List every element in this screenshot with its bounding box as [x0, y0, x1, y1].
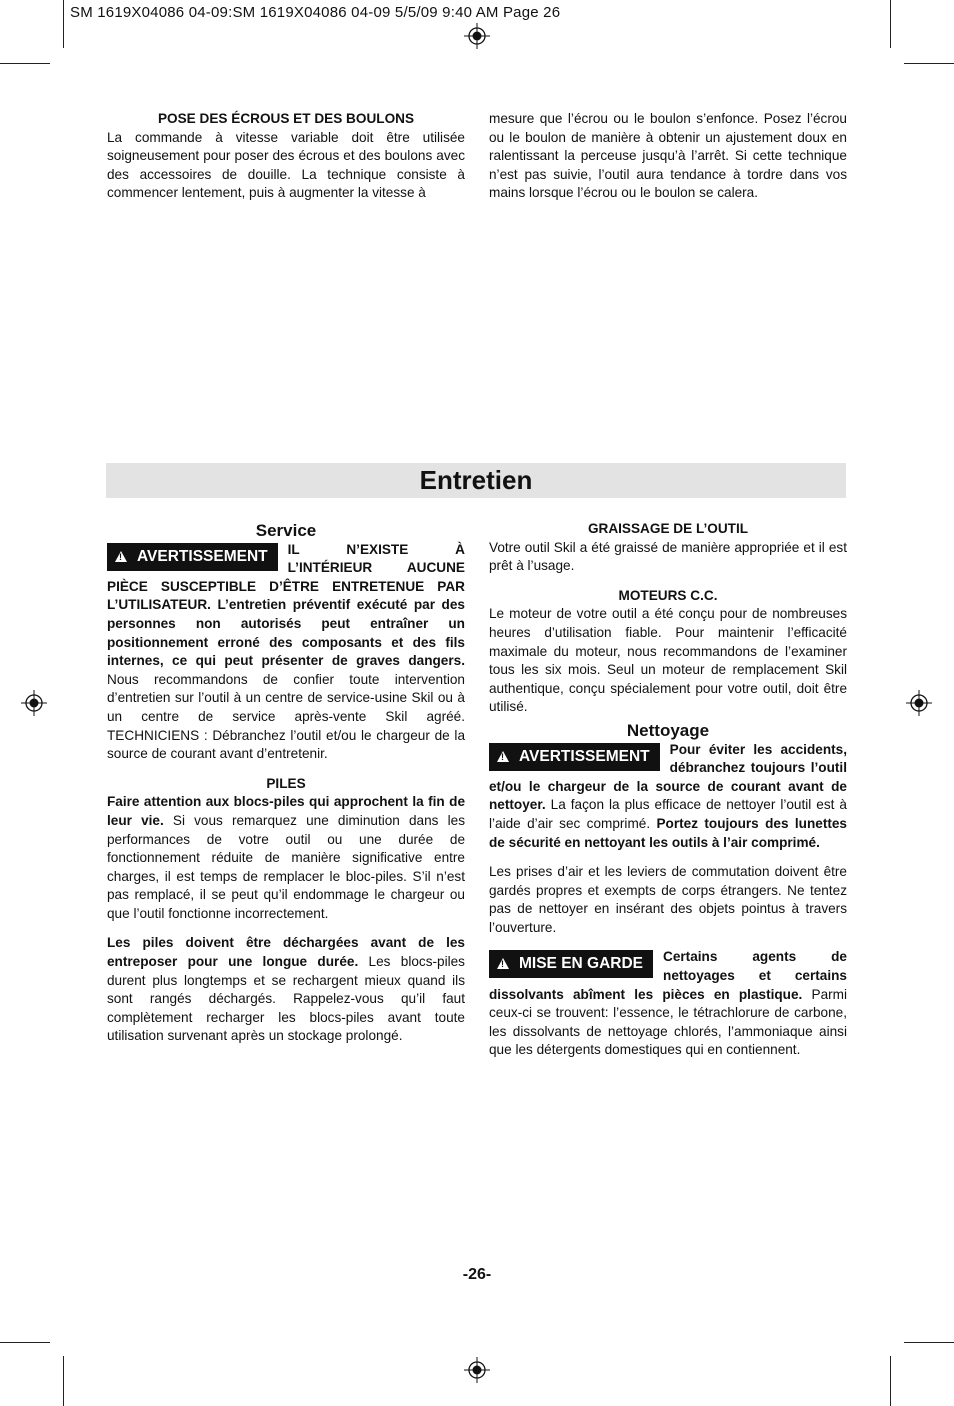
nuts-bolts-text-part1: La commande à vitesse variable doit être utilisée soigneusement pour poser des écrous et des boulons avec des accessoires de douille. La technique consiste à commencer lentement, puis à augmenter la vitesse à: [107, 129, 465, 201]
air-intake-text: Les prises d’air et les leviers de commutation doivent être gardés propres et exempts de corps étrangers. Ne tentez pas de nettoyer en insérant des objets pointus à travers l’ouverture.: [489, 864, 847, 935]
storage-paragraph: [107, 934, 465, 1046]
warning-label: [489, 743, 660, 771]
nuts-bolts-heading: POSE DES ÉCROUS ET DES BOULONS: [157, 111, 415, 126]
warning-triangle-icon: [497, 958, 509, 969]
piles-paragraph: [107, 793, 465, 923]
warning-label-text: AVERTISSEMENT: [519, 747, 650, 765]
warning-triangle-icon: [497, 751, 509, 762]
motor-heading: MOTEURS C.C.: [618, 587, 718, 603]
nuts-bolts-text-part2: mesure que l’écrou ou le boulon s’enfonce. Posez l’écrou ou le boulon de manière à obtenir un ajustement doux en ralentissant la perceuse jusqu’à l’arrêt. Si cette technique n’est pas suivie, l’outil aura tendance à tordre dans vos mains lorsque l’écrou ou le boulon se calera.: [489, 111, 847, 201]
warning-triangle-icon: [115, 551, 127, 562]
top-right-column: [489, 110, 847, 203]
piles-bold: Faire attention aux blocs-piles qui approchent la fin de leur vie.: [107, 794, 465, 828]
cleaning-text-1: La façon la plus efficace de nettoyer l’outil est à l’aide d’air sec comprimé.: [489, 797, 847, 831]
crop-mark-top-right-h: [904, 63, 954, 64]
piles-text: Si vous remarquez une diminution dans les performances de votre outil ou une durée de fonctionnement réduite de manière significative entre charges, il est temps de remplacer le bloc-piles. S’il n’est pas remplacé, il se peut qu’il endommage le chargeur ou que l’outil fonctionne incorrectement.: [107, 812, 465, 921]
caution-bold: Certains agents de nettoyages et certains dissolvants abîment les pièces en plastique.: [489, 949, 847, 1002]
service-heading: Service: [255, 521, 317, 540]
page-number: -26-: [462, 1266, 492, 1283]
storage-bold: Les piles doivent être déchargées avant de les entreposer pour une longue durée.: [107, 935, 465, 970]
piles-heading: PILES: [266, 775, 306, 791]
motor-text: Le moteur de votre outil a été conçu pour de nombreuses heures d’utilisation fiable. Pour maintenir l’efficacité maximale du moteur, nous recommandons de l’examiner tous les six mois. Seul un moteur de remplacement Skil authentique, conçu spécialement pour votre outil, doit être utilisé.: [489, 606, 847, 715]
registration-mark-icon: [21, 690, 47, 716]
cleaning-paragraph: [489, 741, 847, 853]
maintenance-left-column: [107, 522, 465, 1046]
grease-heading: GRAISSAGE DE L’OUTIL: [587, 521, 749, 536]
caution-label-text: MISE EN GARDE: [519, 955, 644, 973]
grease-text: Votre outil Skil a été graissé de manière appropriée et il est prêt à l’usage.: [489, 539, 847, 574]
crop-mark-bottom-right-v: [890, 1356, 891, 1406]
warning-label-text: AVERTISSEMENT: [137, 547, 268, 565]
cleaning-bold-1: Pour éviter les accidents, débranchez toujours l’outil et/ou le chargeur de la source de courant avant de nettoyer.: [489, 741, 847, 813]
registration-mark-icon: [906, 690, 932, 716]
caution-paragraph: [489, 948, 847, 1060]
caution-label: [489, 950, 653, 978]
service-paragraph: [107, 541, 465, 764]
crop-mark-bottom-left-h: [0, 1342, 50, 1343]
section-title: Entretien: [419, 465, 533, 495]
service-text: Nous recommandons de confier toute intervention d’entretien sur l’outil à un centre de service-usine Skil ou à un centre de service après-vente Skil agréé. TECHNICIENS : Débranchez l’outil et/ou le chargeur de la source de courant avant d’entretenir.: [107, 671, 465, 762]
top-left-column: [107, 110, 465, 203]
section-banner: [106, 463, 846, 498]
crop-mark-top-left-v: [63, 0, 64, 48]
printer-slug: SM 1619X04086 04-09:SM 1619X04086 04-09 5/5/09 9:40 AM Page 26: [70, 4, 561, 21]
cleaning-bold-2: Portez toujours des lunettes de sécurité en nettoyant les outils à l’air comprimé.: [489, 815, 847, 850]
storage-text: Les blocs-piles durent plus longtemps et se rechargent mieux quand ils sont rangés déchargés. Rappelez-vous qu’il faut complètement recharger les blocs-piles avant toute utilisation survenant après un stockage prolongé.: [107, 954, 465, 1044]
crop-mark-top-right-v: [890, 0, 891, 48]
registration-mark-icon: [464, 23, 490, 49]
caution-text: Parmi ceux-ci se trouvent: l’essence, le tétrachlorure de carbone, les dissolvants de nettoyage chlorés, l’ammoniaque ainsi que les détergents domestiques qui en contiennent.: [489, 986, 848, 1058]
warning-label: [107, 543, 278, 571]
crop-mark-bottom-left-v: [63, 1356, 64, 1406]
maintenance-right-column: [489, 520, 847, 1060]
crop-mark-top-left-h: [0, 63, 50, 64]
registration-mark-icon: [464, 1357, 490, 1383]
crop-mark-bottom-right-h: [904, 1342, 954, 1343]
service-warning-bold: IL N’EXISTE À L’INTÉRIEUR AUCUNE PIÈCE SUSCEPTIBLE D’ÊTRE ENTRETENUE PAR L’UTILISATEUR. L’entretien préventif exécuté par des personnes non autorisés peut entraîner un positionnement erroné des composants et des fils internes, ce qui peut présenter de graves dangers.: [107, 541, 465, 669]
cleaning-heading: Nettoyage: [626, 720, 710, 740]
